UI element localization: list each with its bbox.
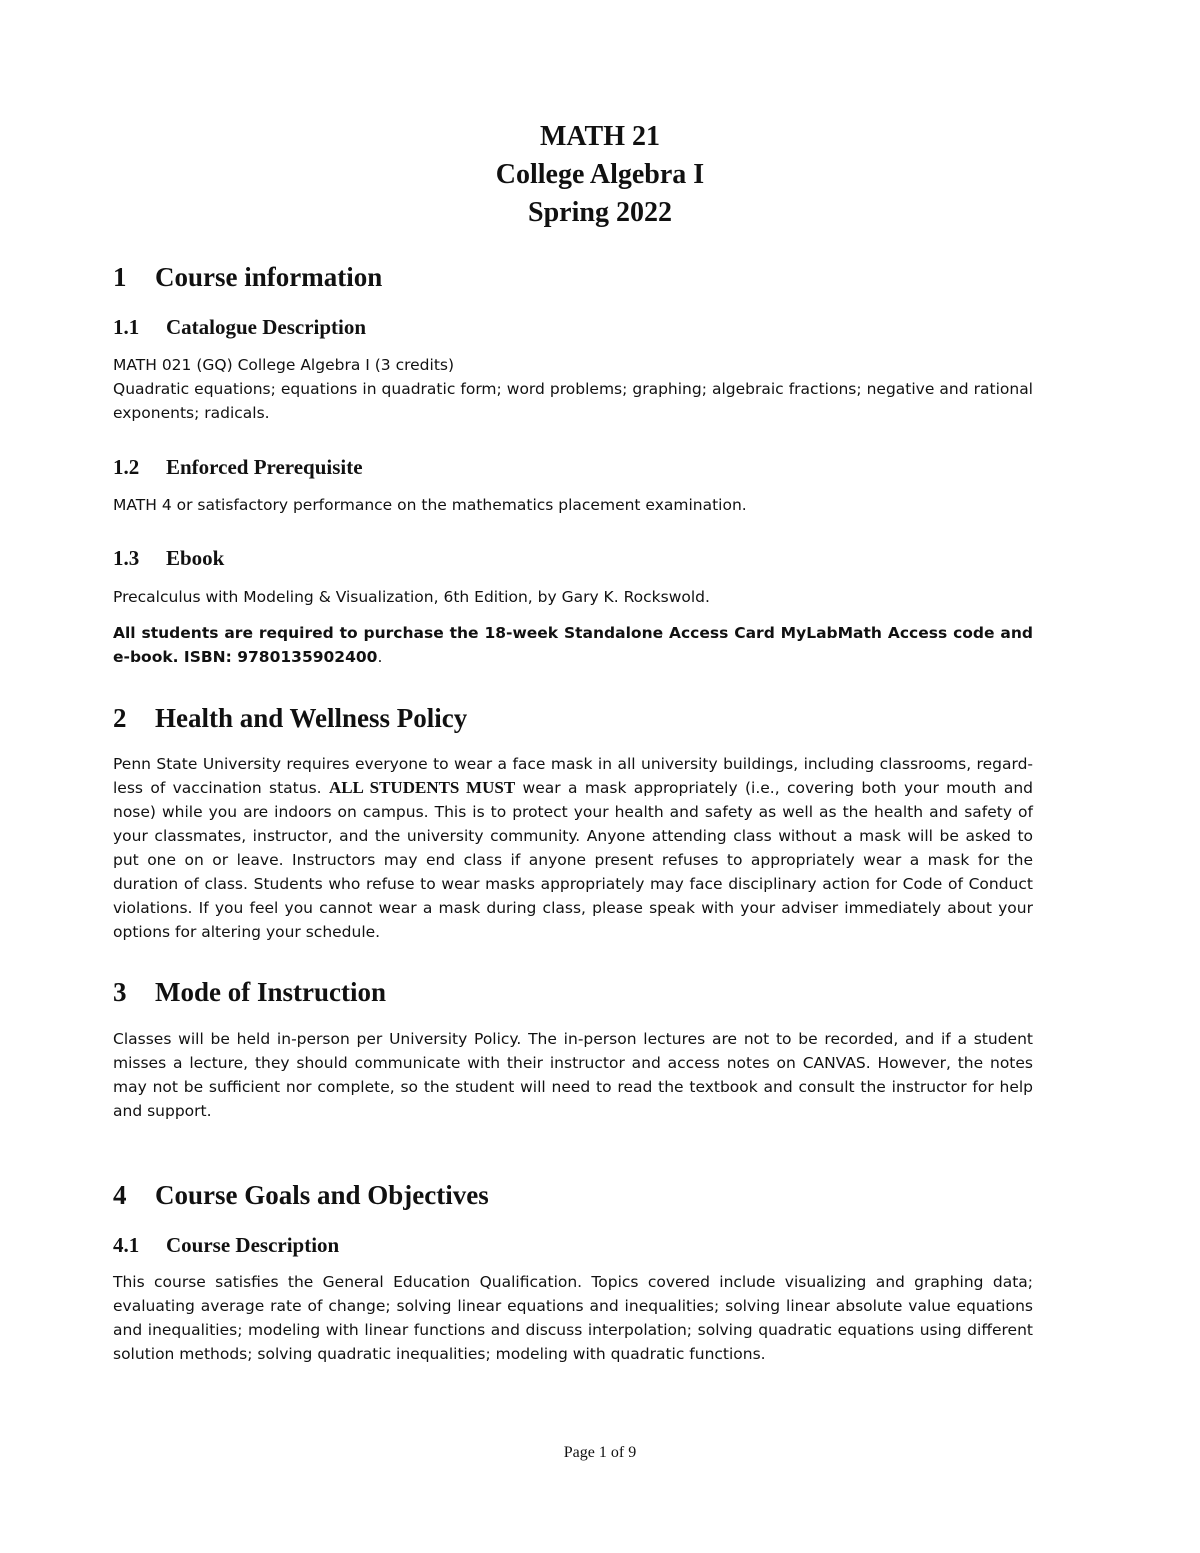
section-4-heading (113, 1178, 1033, 1212)
section-number: 1 (113, 262, 127, 292)
section-title: Course information (155, 262, 383, 292)
catalogue-line-1: MATH 021 (GQ) College Algebra I (3 credits) (113, 356, 455, 374)
section-title: Health and Wellness Policy (155, 703, 468, 733)
subsection-number: 1.1 (113, 315, 140, 339)
ebook-requirement-end: . (377, 648, 383, 666)
ebook-text: Precalculus with Modeling & Visualization, 6th Edition, by Gary K. Rockswold. (113, 588, 710, 606)
term: Spring 2022 (528, 197, 672, 228)
subsection-1-1-heading (113, 313, 1033, 341)
subsection-1-2-heading (113, 453, 1033, 481)
ebook-requirement (113, 621, 1033, 669)
section-2-heading (113, 701, 1033, 735)
page-number: Page 1 of 9 (563, 1444, 637, 1461)
health-policy-emphasis: ALL STUDENTS MUST (328, 778, 516, 797)
catalogue-description (113, 353, 1033, 425)
subsection-number: 1.3 (113, 546, 140, 570)
health-policy-text (113, 752, 1033, 944)
section-title: Mode of Instruction (155, 977, 386, 1007)
section-number: 3 (113, 977, 127, 1007)
subsection-number: 1.2 (113, 455, 140, 479)
health-policy-part-2: wear a mask appropriately (i.e., covering both your mouth and nose) while you are indoors on campus. This is to protect your health and safety as well as the health and safety of your classmates, instructor, and the university community. Anyone attending class without a mask will be asked to put one on or leave. Instructors may end class if anyone present refuses to appropriately wear a mask for the duration of class. Students who refuse to wear masks appropriately may face disciplinary action for Code of Conduct violations. If you feel you cannot wear a mask during class, please speak with your adviser immediately about your options for altering your schedule. (113, 779, 1033, 941)
document-title (0, 118, 1200, 232)
catalogue-line-2: Quadratic equations; equations in quadratic form; word problems; graphing; algebraic fractions; negative and rational exponents; radicals. (113, 380, 1033, 422)
subsection-title: Ebook (166, 546, 225, 570)
mode-of-instruction-text: Classes will be held in-person per University Policy. The in-person lectures are not to be recorded, and if a student misses a lecture, they should communicate with their instructor and access notes on CANVAS. However, the notes may not be sufficient nor complete, so the student will need to read the textbook and consult the instructor for help and support. (113, 1030, 1033, 1120)
subsection-title: Catalogue Description (166, 315, 367, 339)
section-3-heading (113, 975, 1033, 1009)
section-number: 4 (113, 1180, 127, 1210)
subsection-title: Enforced Prerequisite (166, 455, 363, 479)
health-policy-part-1: Penn State University requires everyone to wear a face mask in all university buildings, including classrooms, regard-less of vaccination status. (113, 755, 1033, 797)
section-title: Course Goals and Objectives (155, 1180, 489, 1210)
section-number: 2 (113, 703, 127, 733)
course-code: MATH 21 (539, 121, 661, 152)
subsection-number: 4.1 (113, 1233, 140, 1257)
ebook-requirement-bold: All students are required to purchase the 18-week Standalone Access Card MyLabMath Access code and e-book. ISBN: 9780135902400 (113, 624, 1033, 666)
subsection-4-1-heading (113, 1231, 1033, 1259)
course-description-text: This course satisfies the General Education Qualification. Topics covered include visualizing and graphing data; evaluating average rate of change; solving linear equations and inequalities; solving linear absolute value equations and inequalities; modeling with linear functions and discuss interpolation; solving quadratic equations using different solution methods; solving quadratic inequalities; modeling with quadratic functions. (113, 1273, 1033, 1363)
prerequisite-text: MATH 4 or satisfactory performance on the mathematics placement examination. (113, 496, 747, 514)
section-1-heading (113, 260, 1033, 294)
subsection-1-3-heading (113, 544, 1033, 572)
subsection-title: Course Description (166, 1233, 340, 1257)
course-name: College Algebra I (495, 159, 705, 190)
